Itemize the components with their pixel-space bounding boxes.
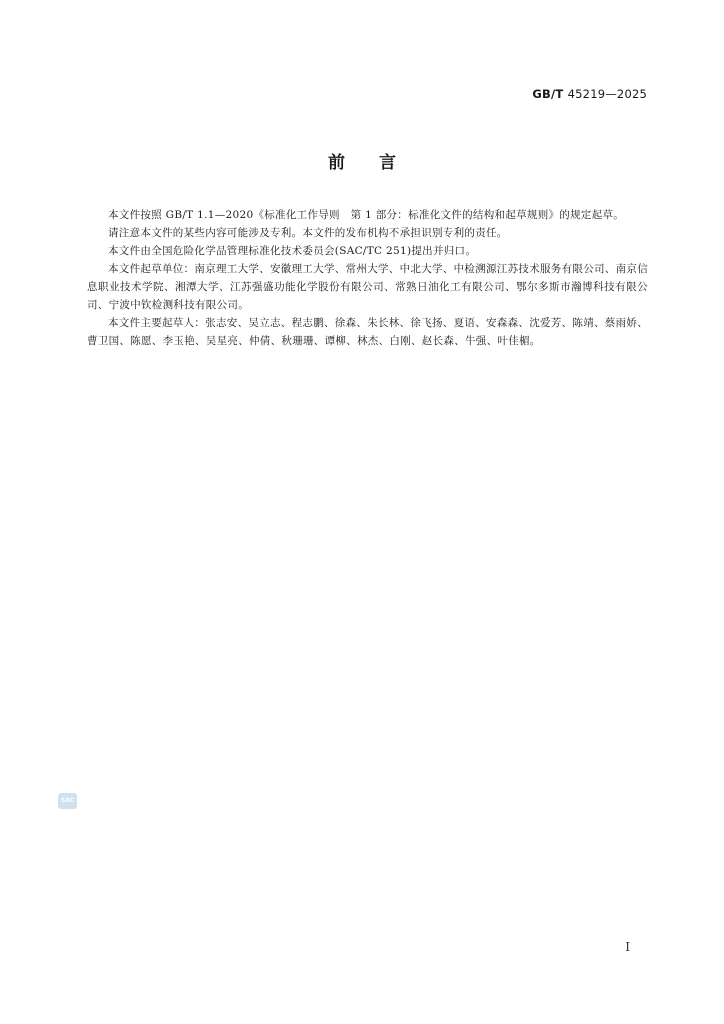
paragraph-drafters: 本文件主要起草人：张志安、吴立志、程志鹏、徐森、朱长林、徐飞扬、夏语、安森森、沈爱芳、陈靖、蔡雨娇、曹卫国、陈愿、李玉艳、吴星亮、仲倩、秋珊珊、谭柳、林杰、白刚、赵长森、牛强、叶佳楣。 bbox=[87, 317, 648, 347]
page-title: 前言 bbox=[328, 153, 430, 173]
paragraph-drafting-rules: 本文件按照 GB/T 1.1—2020《标准化工作导则 第 1 部分：标准化文件的结构和起草规则》的规定起草。 bbox=[108, 209, 625, 221]
paragraph-patent-notice: 请注意本文件的某些内容可能涉及专利。本文件的发布机构不承担识别专利的责任。 bbox=[108, 227, 508, 239]
document-code-number: 45219—2025 bbox=[567, 87, 647, 101]
sac-logo-icon: SAC bbox=[58, 793, 77, 809]
page-number: I bbox=[625, 940, 630, 954]
paragraph-drafting-units: 本文件起草单位：南京理工大学、安徽理工大学、常州大学、中北大学、中检溯源江苏技术服务有限公司、南京信息职业技术学院、湘潭大学、江苏强盛功能化学股份有限公司、常熟日油化工有限公司、鄂尔多斯市瀚博科技有限公司、宁波中钦检测科技有限公司。 bbox=[87, 263, 648, 311]
foreword-body bbox=[87, 206, 648, 350]
paragraph-proposer: 本文件由全国危险化学品管理标准化技术委员会(SAC/TC 251)提出并归口。 bbox=[108, 245, 477, 257]
document-code bbox=[532, 87, 647, 101]
document-code-prefix: GB/T bbox=[532, 87, 564, 101]
